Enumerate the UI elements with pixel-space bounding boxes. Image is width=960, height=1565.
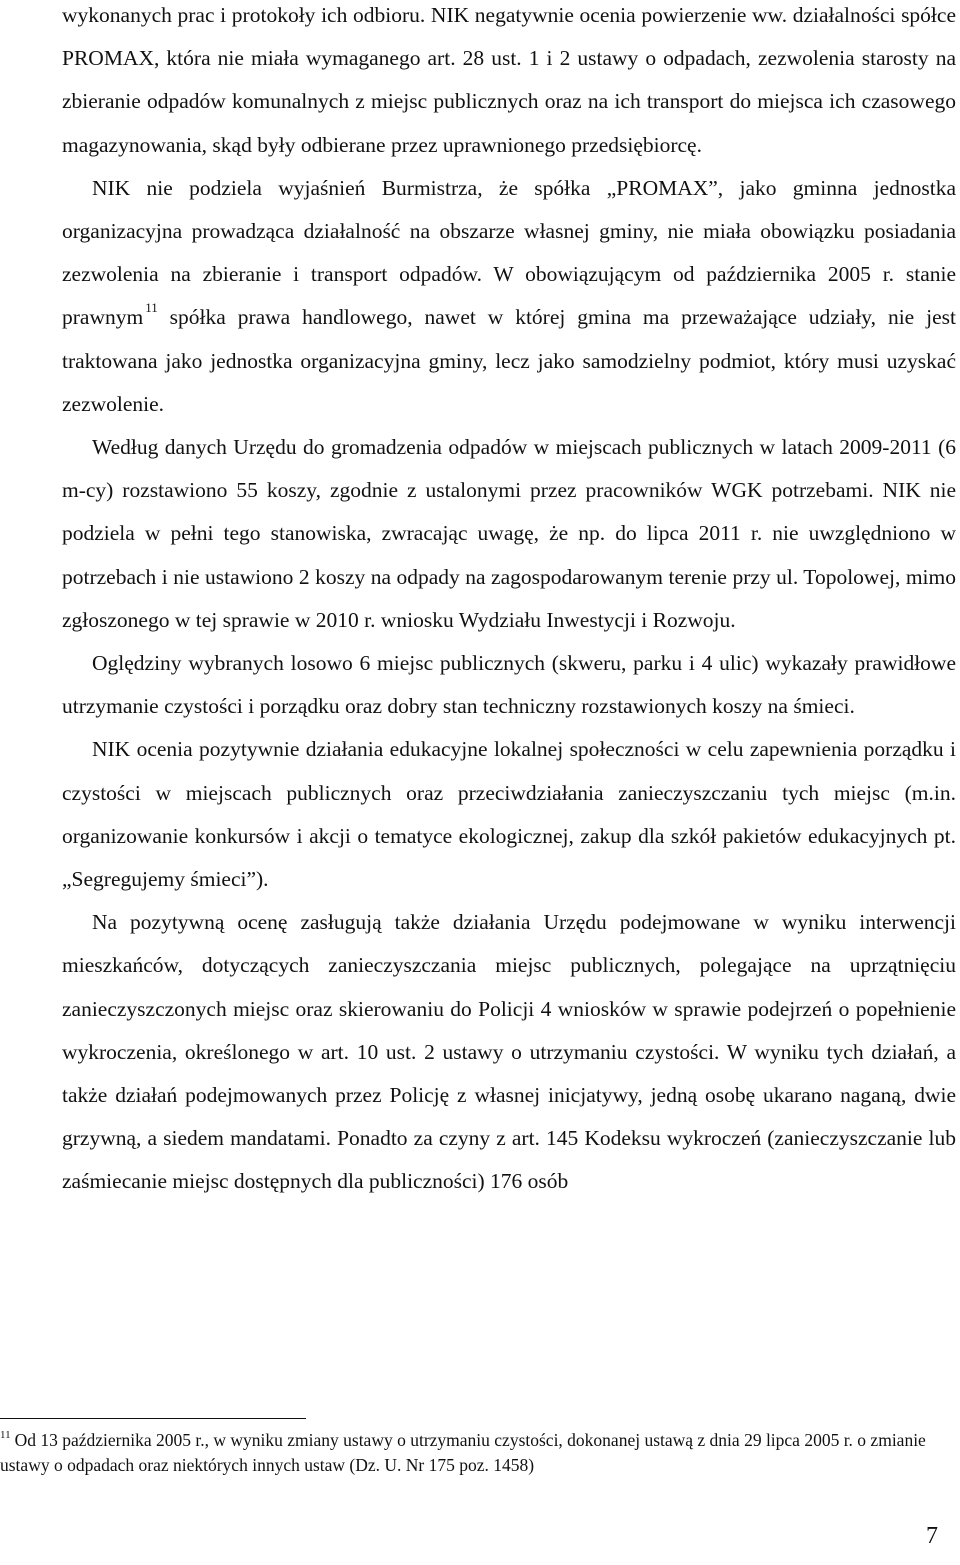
document-page <box>62 0 956 1204</box>
paragraph-text-after-footnote: spółka prawa handlowego, nawet w której gmina ma przeważające udziały, nie jest traktowana jako jednostka organizacyjna gminy, lecz jako samodzielny podmiot, który musi uzyskać zezwolenie. <box>62 305 956 416</box>
footnote-divider <box>0 1418 306 1419</box>
footnote <box>0 1428 930 1478</box>
paragraph-promax-assessment: wykonanych prac i protokoły ich odbioru. NIK negatywnie ocenia powierzenie ww. działalności spółce PROMAX, która nie miała wymaganego art. 28 ust. 1 i 2 ustawy o odpadach, zezwolenia starosty na zbieranie odpadów komunalnych z miejsc publicznych oraz na ich transport do miejsca ich czasowego magazynowania, skąd były odbierane przez uprawnionego przedsiębiorcę. <box>62 3 956 157</box>
footnote-text: Od 13 października 2005 r., w wyniku zmiany ustawy o utrzymaniu czystości, dokonanej ustawą z dnia 29 lipca 2005 r. o zmianie ustawy o odpadach oraz niektórych innych ustaw (Dz. U. Nr 175 poz. 1458) <box>0 1430 926 1475</box>
paragraph-inspection: Oględziny wybranych losowo 6 miejsc publicznych (skweru, parku i 4 ulic) wykazały prawidłowe utrzymanie czystości i porządku oraz dobry stan techniczny rozstawionych koszy na śmieci. <box>62 651 956 719</box>
paragraph-bins-data: Według danych Urzędu do gromadzenia odpadów w miejscach publicznych w latach 2009-2011 (6 m-cy) rozstawiono 55 koszy, zgodnie z ustalonymi przez pracowników WGK potrzebami. NIK nie podziela w pełni tego stanowiska, zwracając uwagę, że np. do lipca 2011 r. nie uwzględniono w potrzebach i nie ustawiono 2 koszy na odpady na zagospodarowanym terenie przy ul. Topolowej, mimo zgłoszonego w tej sprawie w 2010 r. wniosku Wydziału Inwestycji i Rozwoju. <box>62 435 956 632</box>
footnote-reference: 11 <box>145 300 158 316</box>
page-number: 7 <box>926 1523 938 1549</box>
paragraph-education: NIK ocenia pozytywnie działania edukacyjne lokalnej społeczności w celu zapewnienia porządku i czystości w miejscach publicznych oraz przeciwdziałania zanieczyszczaniu tych miejsc (m.in. organizowanie konkursów i akcji o tematyce ekologicznej, zakup dla szkół pakietów edukacyjnych pt. „Segregujemy śmieci”). <box>62 737 956 892</box>
paragraph-text-before-footnote: NIK nie podziela wyjaśnień Burmistrza, że spółka „PROMAX”, jako gminna jednostka organizacyjna prowadząca działalność na obszarze własnej gminy, nie miała obowiązku posiadania zezwolenia na zbieranie i transport odpadów. W obowiązującym od października 2005 r. stanie prawnym <box>62 175 956 330</box>
paragraph-interventions: Na pozytywną ocenę zasługują także działania Urzędu podejmowane w wyniku interwencji mieszkańców, dotyczących zanieczyszczania miejsc publicznych, polegające na uprzątnięciu zanieczyszczonych miejsc oraz skierowaniu do Policji 4 wniosków w sprawie podejrzeń o popełnienie wykroczenia, określonego w art. 10 ust. 2 ustawy o utrzymaniu czystości. W wyniku tych działań, a także działań podejmowanych przez Policję z własnej inicjatywy, jedną osobę ukarano naganą, dwie grzywną, a siedem mandatami. Ponadto za czyny z art. 145 Kodeksu wykroczeń (zanieczyszczanie lub zaśmiecanie miejsc dostępnych dla publiczności) 176 osób <box>62 910 956 1194</box>
paragraph-burmistrz-explanation <box>62 167 956 426</box>
footnote-number: 11 <box>0 1429 11 1441</box>
